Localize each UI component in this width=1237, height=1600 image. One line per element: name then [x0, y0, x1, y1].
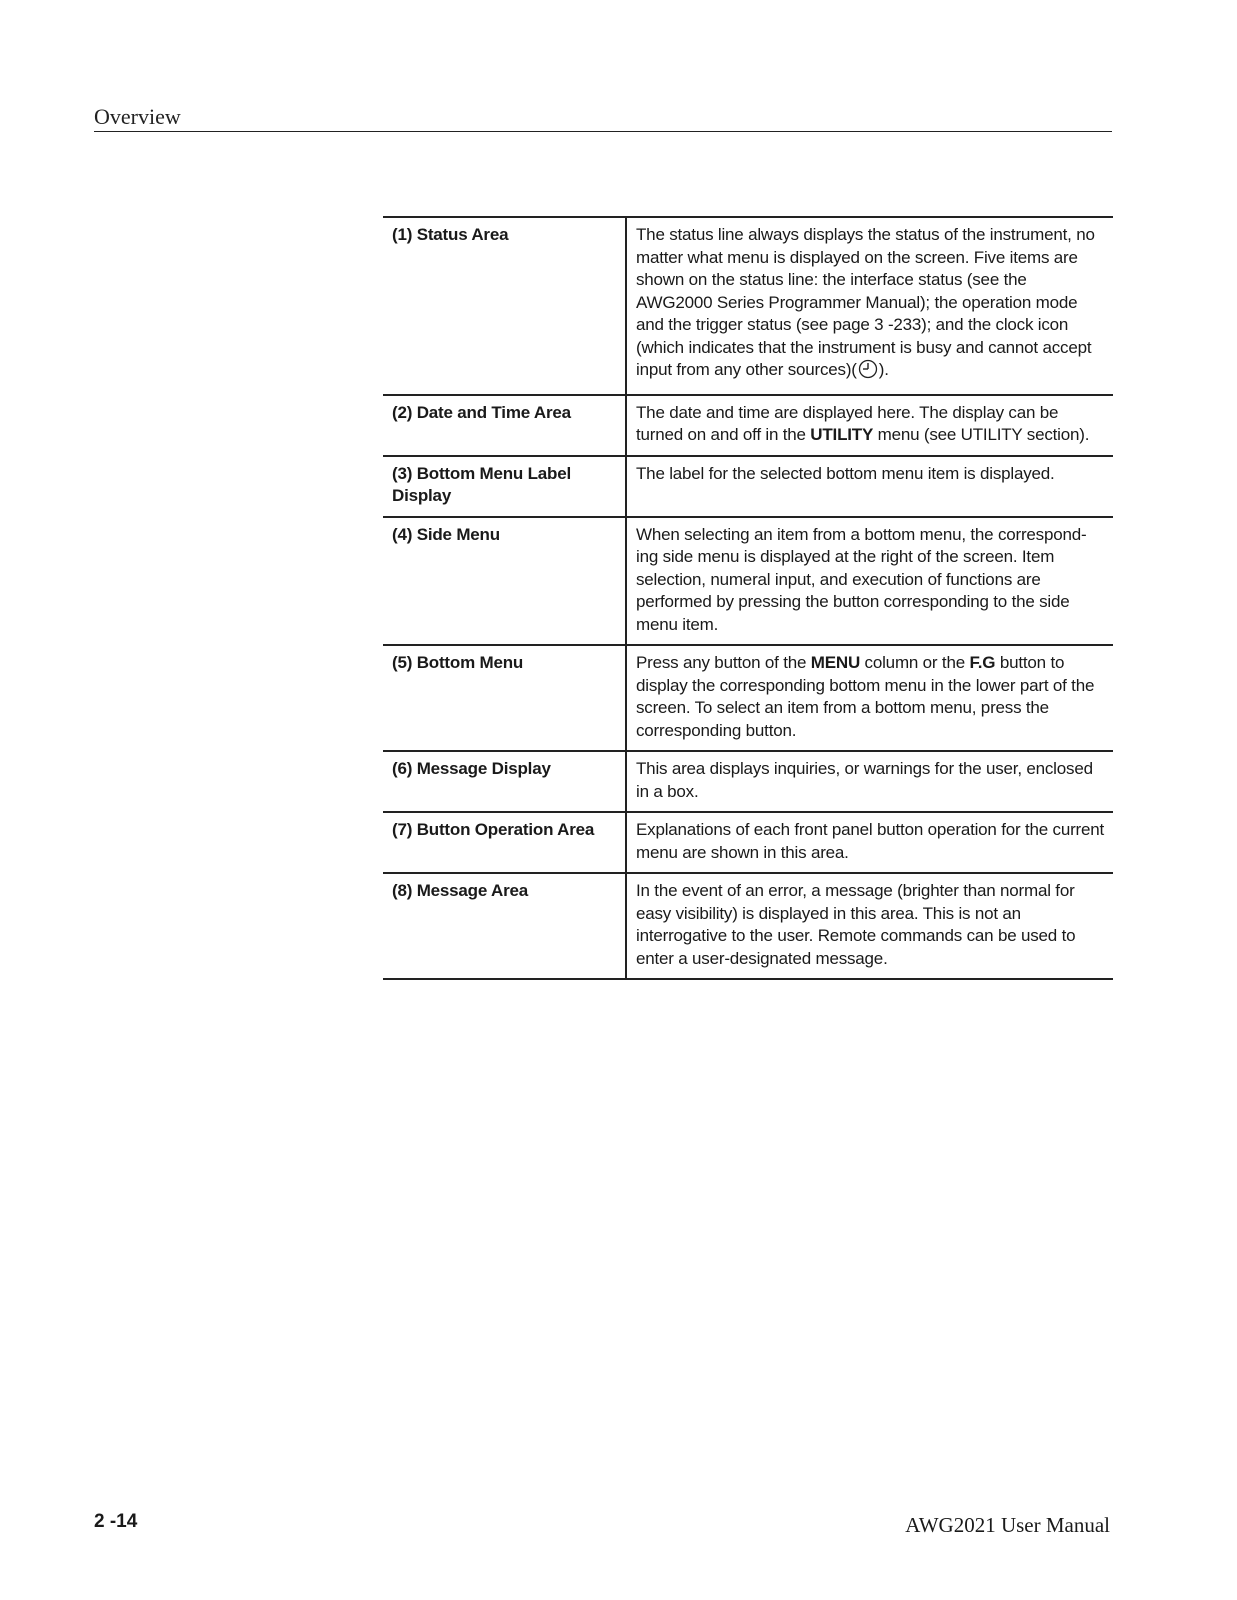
row-term: (5) Bottom Menu — [383, 645, 626, 751]
row-description-end: button to display the corresponding bottom menu in the lower part of the screen. To select an item from a bottom menu, press the corresponding button. — [636, 653, 1095, 740]
page-header-title: Overview — [94, 104, 181, 129]
clock-icon — [858, 359, 878, 386]
menu-keyword: MENU — [810, 653, 861, 672]
row-description: In the event of an error, a message (brighter than normal for easy visibility) is displayed in this area. This is not an interrogative to the user. Remote commands can be used to enter a user-designated message. — [636, 881, 1076, 968]
manual-title: AWG2021 User Manual — [905, 1513, 1110, 1537]
row-term: (2) Date and Time Area — [383, 395, 626, 456]
header-divider — [94, 131, 1112, 132]
table-row — [383, 645, 1113, 751]
utility-keyword: UTILITY — [810, 425, 874, 444]
row-term: (3) Bottom Menu Label Display — [383, 456, 626, 517]
row-description — [626, 645, 1113, 751]
table-row — [383, 456, 1113, 517]
row-description-text: Press any button of the — [636, 653, 811, 672]
row-term: (6) Message Display — [383, 751, 626, 812]
table-row — [383, 873, 1113, 979]
screen-areas-table — [383, 216, 1113, 980]
row-description: This area displays inquiries, or warnings for the user, enclosed in a box. — [636, 759, 1093, 801]
row-term: (1) Status Area — [383, 217, 626, 395]
row-description: The label for the selected bottom menu item is displayed. — [636, 463, 1055, 483]
row-description: When selecting an item from a bottom menu, the correspond-ing side menu is displayed at the right of the screen. Item selection, numeral input, and execution of functions are performed by pressing the button corresponding to the side menu item. — [636, 524, 1087, 634]
table-row — [383, 517, 1113, 646]
row-description-end: ). — [878, 360, 889, 379]
table-row — [383, 812, 1113, 873]
row-description-text: The date and time are displayed here. The display can be turned on and off in the — [636, 402, 1059, 444]
table-row — [383, 217, 1113, 395]
row-description-text: column or the — [860, 653, 970, 672]
row-description-end: menu (see UTILITY section). — [873, 425, 1090, 444]
row-description-text: The status line always displays the status of the instrument, no matter what menu is displayed on the screen. Five items are shown on the status line: the interface status (see the AWG2000 Series Programmer Manual); the operation mode and the trigger status (see page 3 -233); and the clock icon (which indicates that the instrument is busy and cannot accept input from any other sources)( — [636, 225, 1095, 379]
fg-keyword: F.G — [969, 653, 996, 672]
row-term: (4) Side Menu — [383, 517, 626, 646]
row-term: (7) Button Operation Area — [383, 812, 626, 873]
row-description — [626, 217, 1113, 395]
row-description — [626, 395, 1113, 456]
row-term: (8) Message Area — [383, 873, 626, 979]
table-row — [383, 395, 1113, 456]
page-number: 2 -14 — [94, 1511, 138, 1532]
row-description: Explanations of each front panel button operation for the current menu are shown in this area. — [636, 820, 1105, 862]
table-row — [383, 751, 1113, 812]
